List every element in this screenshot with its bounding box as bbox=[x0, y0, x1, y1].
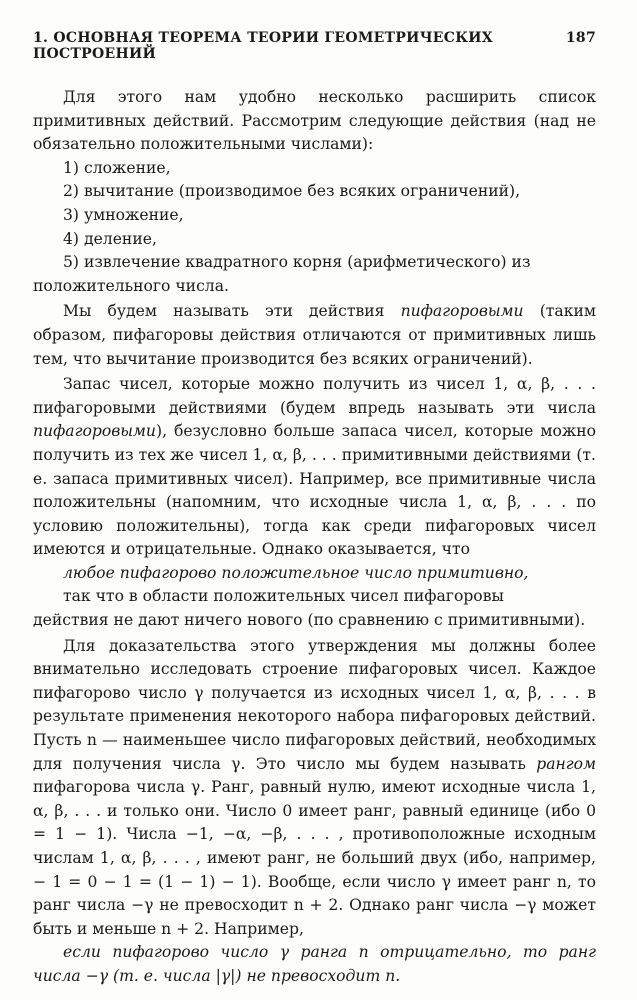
term-pythagorean: пифагоровыми bbox=[400, 302, 524, 321]
list-item: 5) извлечение квадратного корня (арифметического) из bbox=[63, 253, 531, 272]
theorem-followup-cont: действия не дают ничего нового (по сравнению с примитивными). bbox=[33, 611, 586, 630]
chapter-title: 1. ОСНОВНАЯ ТЕОРЕМА ТЕОРИИ ГЕОМЕТРИЧЕСКИХ ПОСТРОЕНИЙ bbox=[33, 30, 493, 62]
list-item: 4) деление, bbox=[63, 229, 157, 248]
theorem-followup: так что в области положительных чисел пифагоровы bbox=[63, 587, 504, 606]
theorem-negative-rank: если пифагорово число γ ранга n отрицательно, то ранг числа −γ (т. е. числа |γ|) не превосходит n. bbox=[33, 943, 596, 985]
paragraph-text: пифагорова числа γ. Ранг, равный нулю, имеют исходные числа 1, α, β, . . . и только они. Число 0 имеет ранг, равный единице (ибо 0 = 1 − 1). Числа −1, −α, −β, . . . , противоположные исходным числам 1, α, β, . . . , имеют ранг, не больший двух (ибо, например, − 1 = 0 − 1 = (1 − 1) − 1). Вообще, если число γ имеет ранг n, то ранг числа −γ не превосходит n + 2. Однако ранг числа −γ может быть и меньше n + 2. Например, bbox=[33, 778, 596, 938]
paragraph-stock bbox=[33, 373, 596, 562]
body-text bbox=[33, 86, 596, 989]
running-header bbox=[33, 30, 596, 62]
paragraph-text: ), безусловно больше запаса чисел, которые можно получить из тех же чисел 1, α, β, . . . примитивными действиями (т. е. запаса примитивных чисел). Например, все примитивные числа положительны (напомним, что исходные числа 1, α, β, . . . по условию положительны), тогда как среди пифагоровых чисел имеются и отрицательные. Однако оказывается, что bbox=[33, 422, 596, 559]
term-pythagorean-numbers: пифагоровыми bbox=[33, 422, 156, 441]
operations-list bbox=[33, 157, 596, 275]
paragraph-definition bbox=[33, 300, 596, 371]
paragraph-text: Для доказательства этого утверждения мы должны более внимательно исследовать строение пифагоровых чисел. Каждое пифагорово число γ получается из исходных чисел 1, α, β, . . . в результате применения некоторого набора пифагоровых действий. Пусть n — наименьшее число пифагоровых действий, необходимых для получения числа γ. Это число мы будем называть bbox=[33, 636, 596, 773]
list-item: 2) вычитание (производимое без всяких ограничений), bbox=[63, 182, 521, 201]
page-number: 187 bbox=[565, 30, 596, 46]
paragraph-rank bbox=[33, 635, 596, 942]
paragraph-text: Запас чисел, которые можно получить из чисел 1, α, β, . . . пифагоровыми действиями (будем впредь называть эти числа bbox=[33, 375, 596, 417]
term-rank: рангом bbox=[536, 754, 596, 773]
list-item: 1) сложение, bbox=[63, 158, 171, 177]
paragraph-text: (таким образом, пифагоровы действия отличаются от примитивных лишь тем, что вычитание производится без всяких ограничений). bbox=[33, 302, 596, 368]
theorem-statement: любое пифагорово положительное число примитивно, bbox=[63, 563, 529, 582]
list-item: 3) умножение, bbox=[63, 205, 184, 224]
paragraph-intro: Для этого нам удобно несколько расширить список примитивных действий. Рассмотрим следующие действия (над не обязательно положительными числами): bbox=[33, 88, 596, 154]
paragraph-text: Мы будем называть эти действия bbox=[63, 302, 401, 321]
list-item-continuation: положительного числа. bbox=[33, 276, 229, 295]
